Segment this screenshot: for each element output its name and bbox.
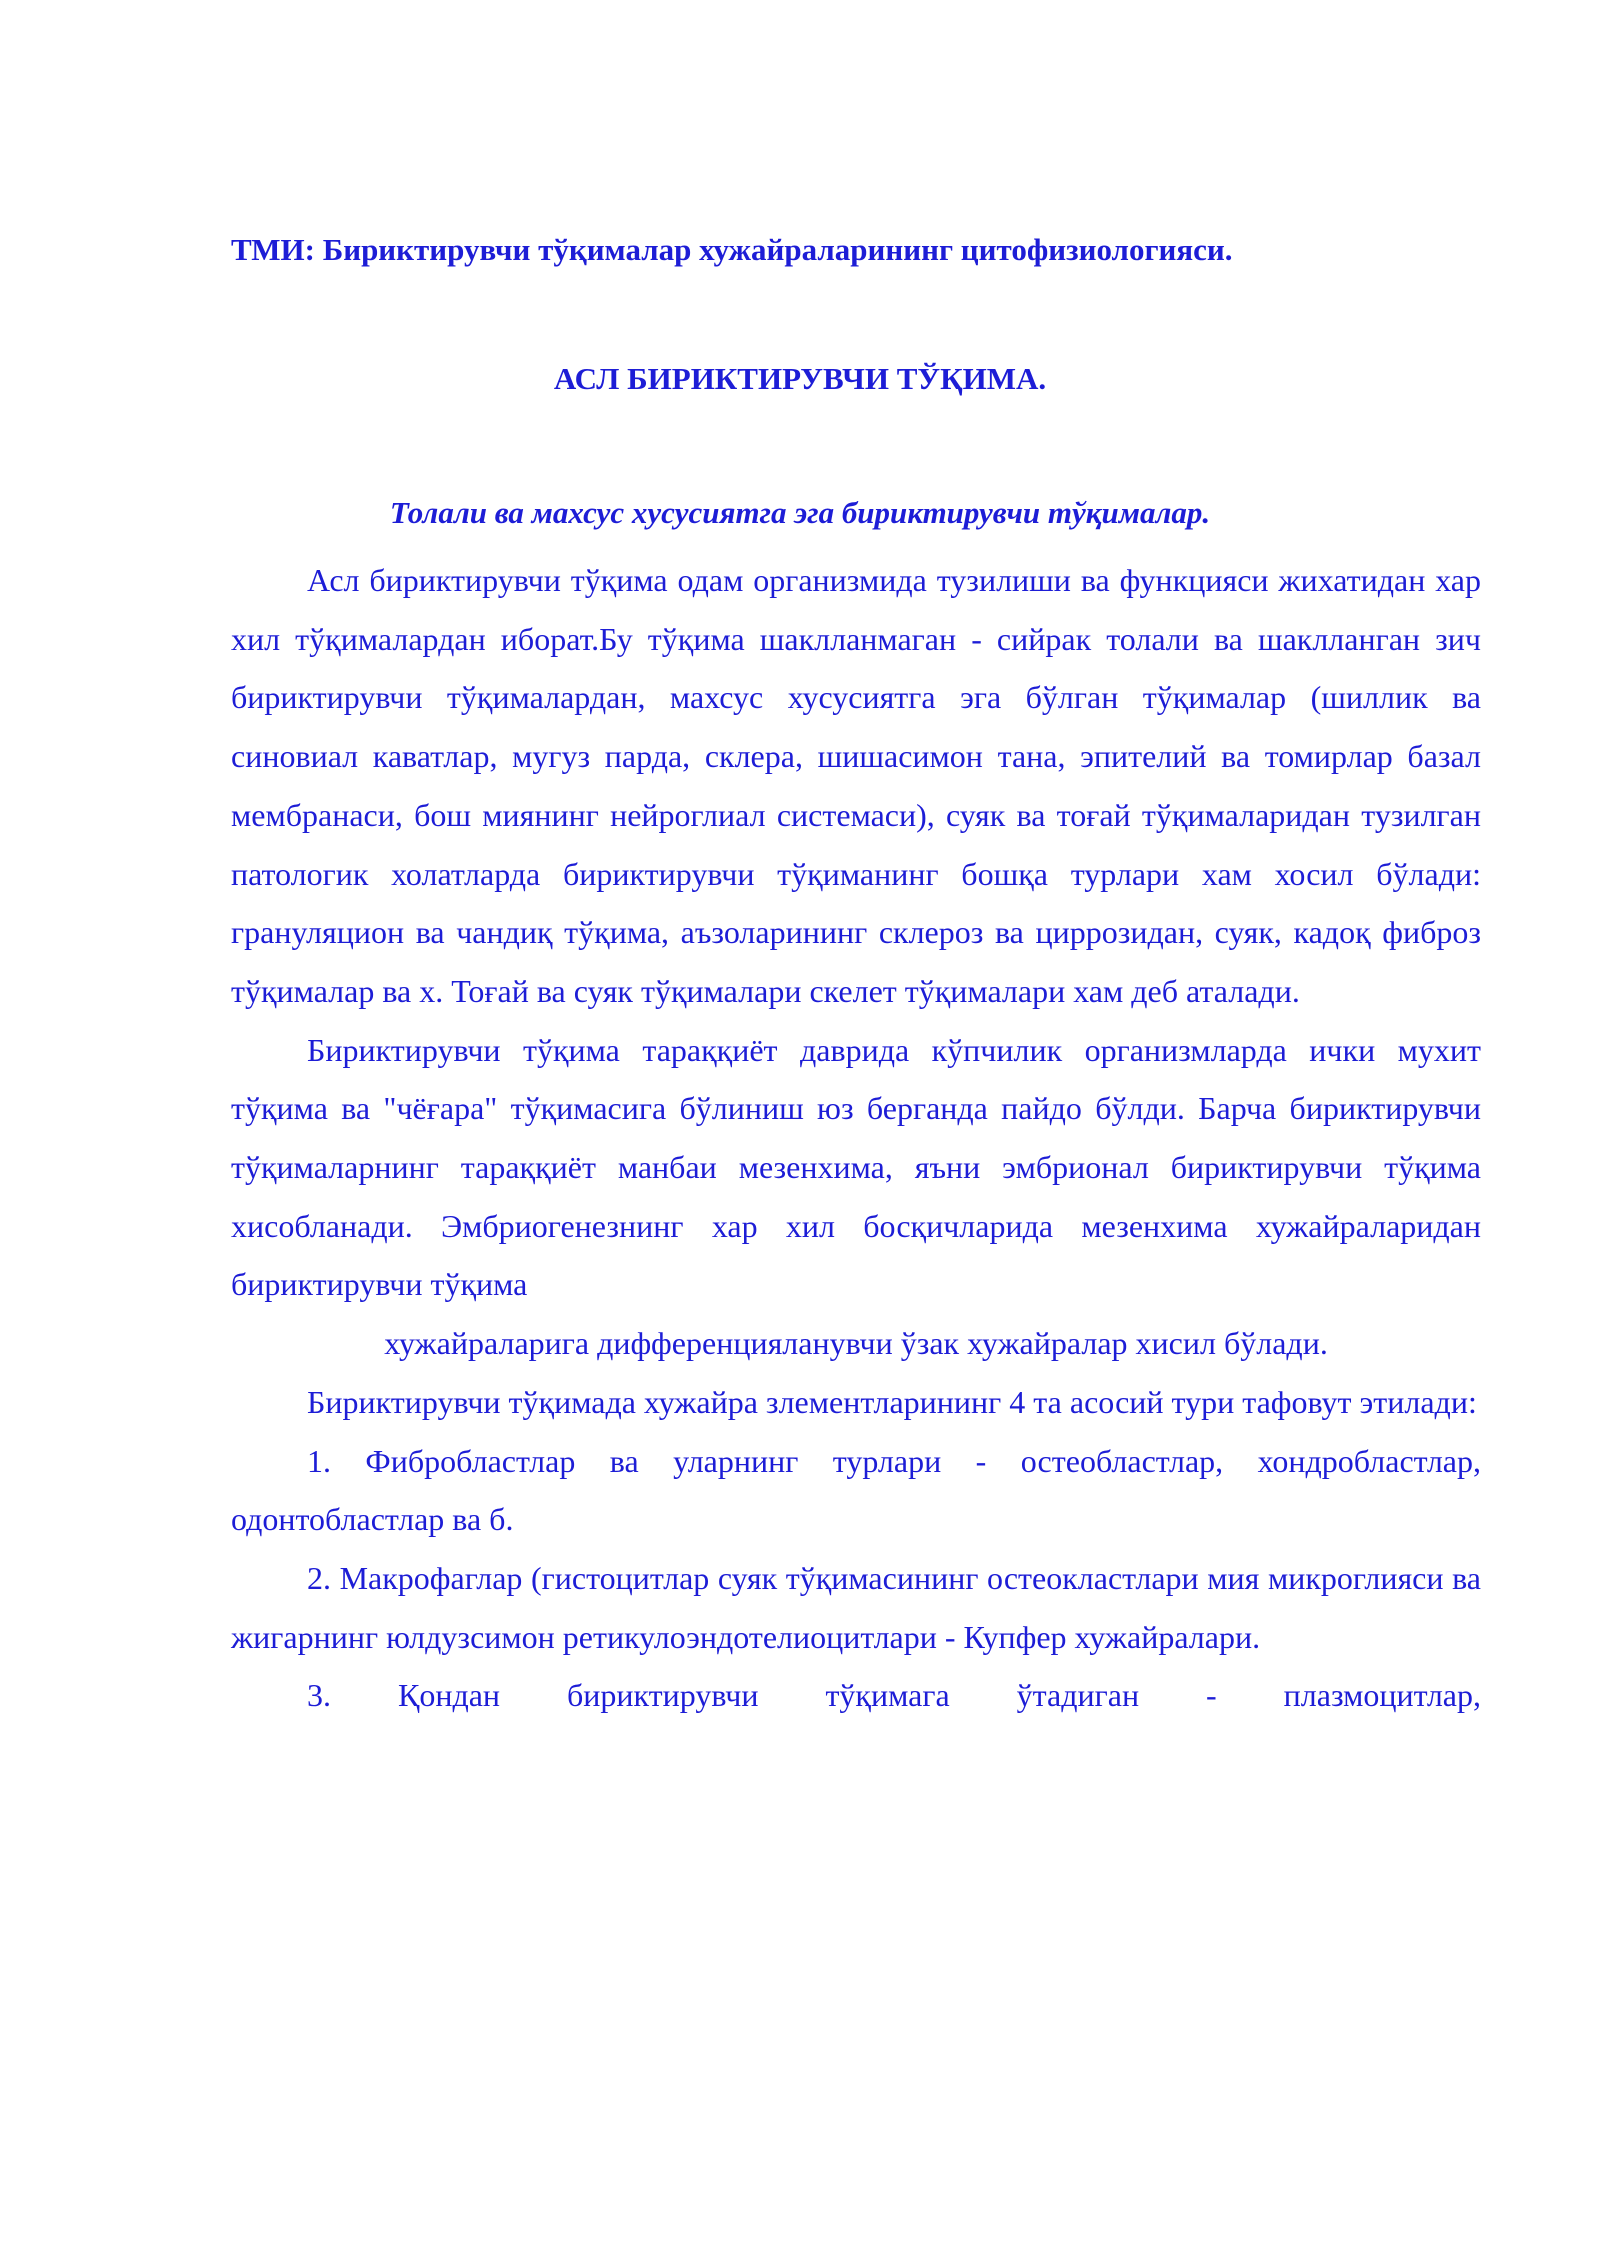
section-subtitle: Толали ва махсус хусусиятга эга бириктирувчи тўқималар. <box>389 495 1211 530</box>
section-title: АСЛ БИРИКТИРУВЧИ ТЎҚИМА. <box>553 361 1047 396</box>
list-item-blood-cells: 3. Қондан бириктирувчи тўқимага ўтадиган - плазмоцитлар, <box>307 1677 1481 1714</box>
list-item-macrophages: 2. Макрофаглар (гистоцитлар суяк тўқимасининг остеокластлари мия микроглияси ва жигарнинг юлдузсимон ретикулоэндотелиоцитлари - Купфер хужайралари. <box>231 1559 1481 1655</box>
paragraph-intro: Асл бириктирувчи тўқима одам организмида тузилиши ва функцияси жихатидан хар хил тўқималардан иборат.Бу тўқима шаклланмаган - сийрак толали ва шаклланган зич бириктирувчи тўқималардан, махсус хусусиятга эга бўлган тўқималар (шиллик ва синовиал каватлар, мугуз парда, склера, шишасимон тана, эпителий ва томирлар базал мембранаси, бош миянинг нейроглиал системаси), суяк ва тоғай тўқималаридан тузилган патологик холатларда бириктирувчи тўқиманинг бошқа турлари хам хосил бўлади: грануляцион ва чандиқ тўқима, аъзоларининг склероз ва циррозидан, суяк, кадоқ фиброз тўқималар ва х. Тоғай ва суяк тўқималари скелет тўқималари хам деб аталади. <box>231 562 1481 1009</box>
list-item-fibroblasts: 1. Фибробластлар ва уларнинг турлари - остеобластлар, хондробластлар, одонтобластлар ва б. <box>231 1442 1481 1538</box>
paragraph-cell-types-intro: Бириктирувчи тўқимада хужайра злементларининг 4 та асосий тури тафовут этилади: <box>307 1383 1477 1420</box>
document-body <box>231 551 1481 1725</box>
paragraph-development-continuation: хужайраларига дифференцияланувчи ўзак хужайралар хисил бўлади. <box>384 1325 1328 1362</box>
paragraph-development: Бириктирувчи тўқима тараққиёт даврида кўпчилик организмларда ички мухит тўқима ва "чёғара" тўқимасига бўлиниш юз берганда пайдо бўлди. Барча бириктирувчи тўқималарнинг тараққиёт манбаи мезенхима, яъни эмбрионал бириктирувчи тўқима хисобланади. Эмбриогенезнинг хар хил босқичларида мезенхима хужайраларидан бириктирувчи тўқима <box>231 1031 1481 1303</box>
document-title: ТМИ: Бириктирувчи тўқималар хужайраларининг цитофизиологияси. <box>231 232 1233 267</box>
